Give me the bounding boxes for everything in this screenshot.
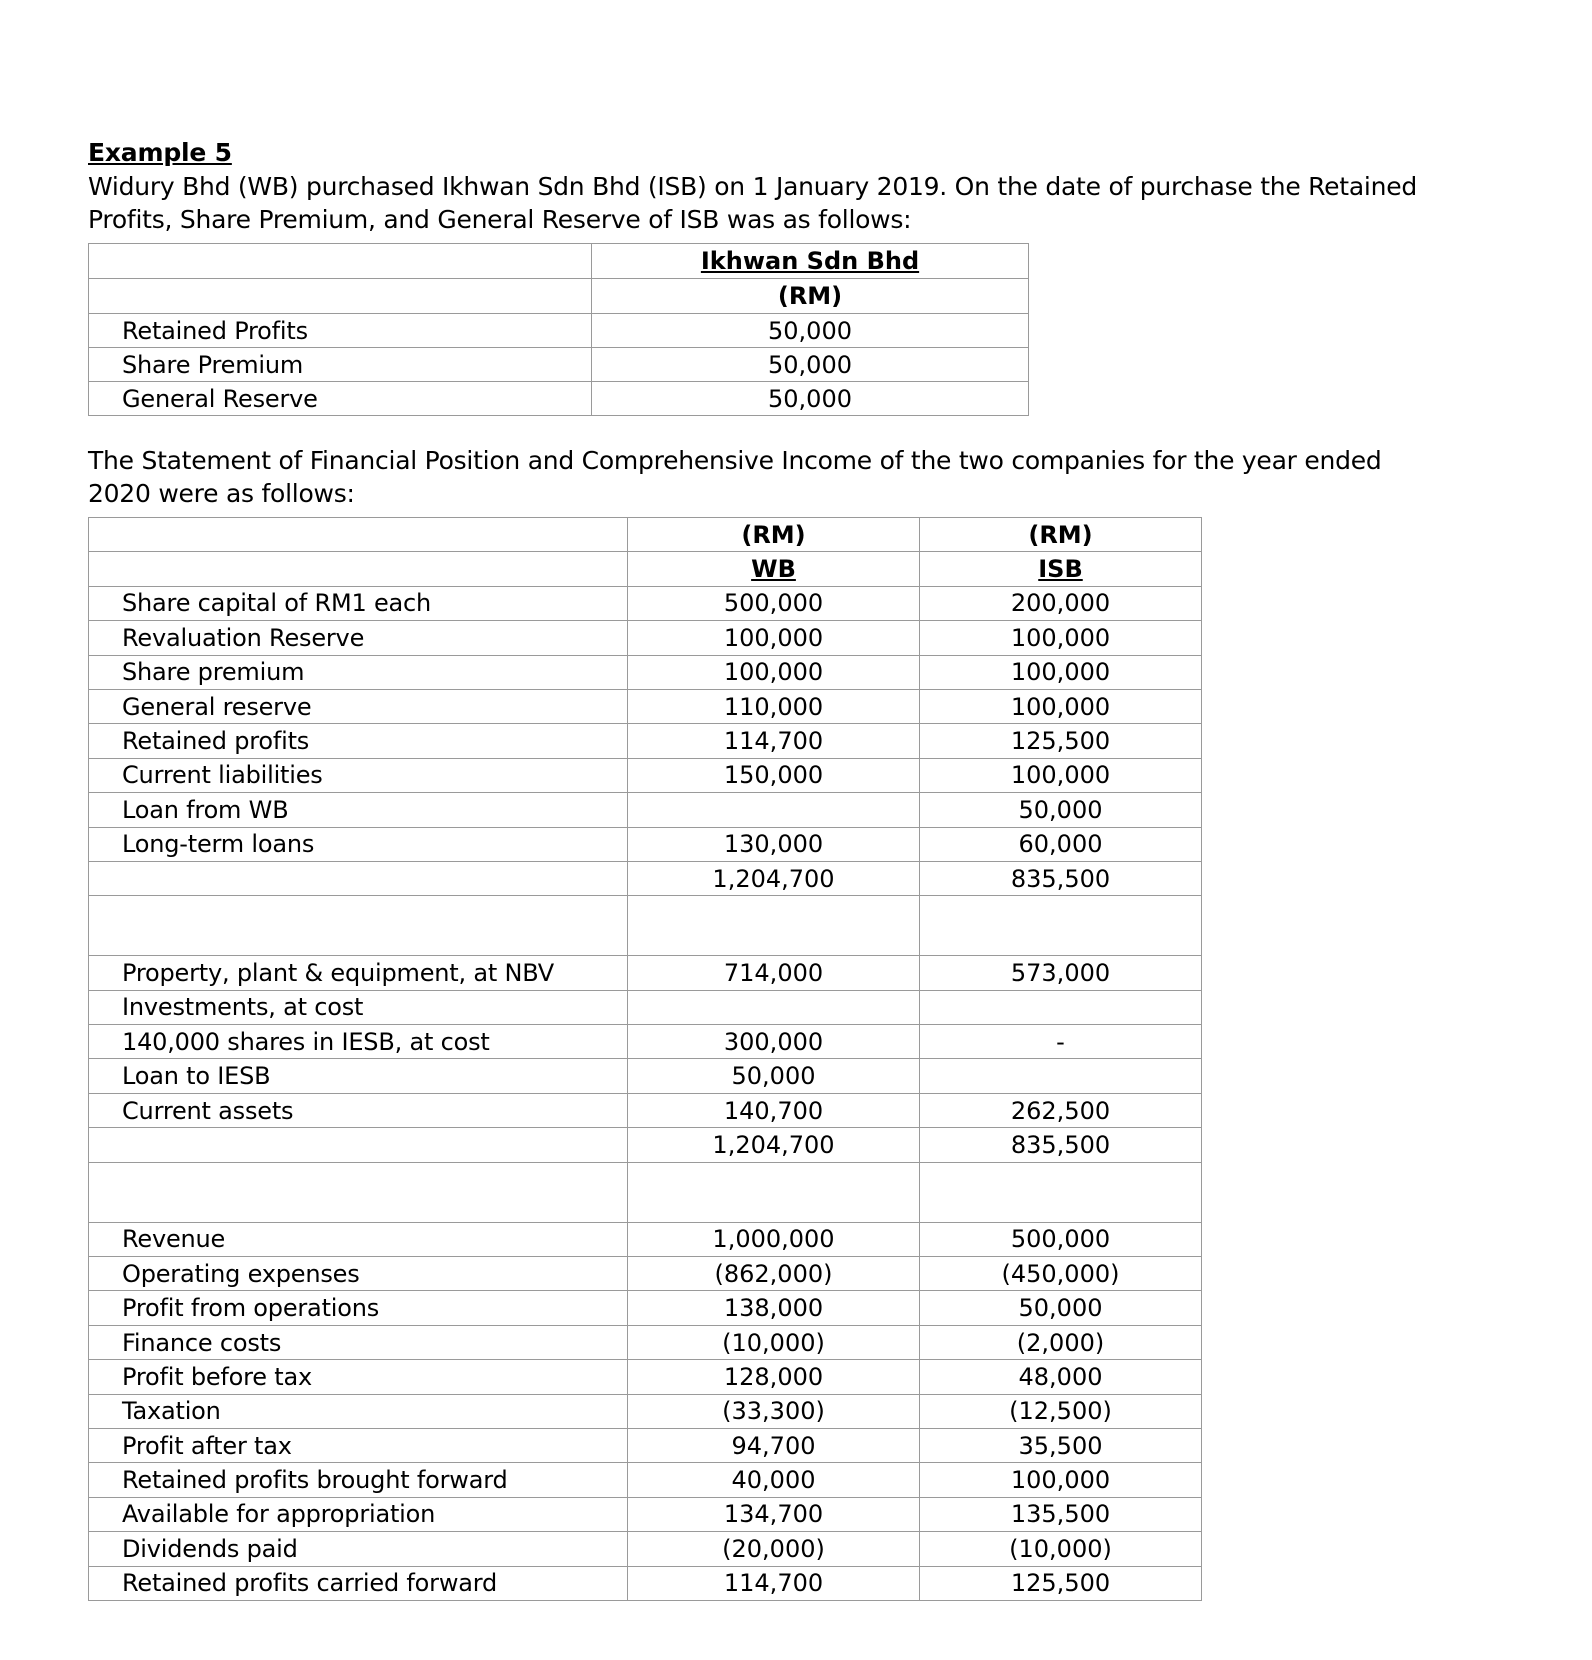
cell-label: Revenue (89, 1222, 628, 1256)
cell-value: 50,000 (592, 348, 1029, 382)
table-row-header-currency (89, 518, 1202, 552)
cell-value-isb: 60,000 (920, 827, 1202, 861)
cell-value: 50,000 (592, 314, 1029, 348)
table-row (89, 1257, 1202, 1291)
table-row-header-company (89, 244, 1029, 279)
cell-value-wb: (862,000) (628, 1257, 920, 1291)
table-financials (88, 517, 1202, 1601)
cell-label: Retained profits carried forward (89, 1566, 628, 1600)
cell-label: Available for appropriation (89, 1497, 628, 1531)
table-row (89, 1497, 1202, 1531)
cell-value-wb: 110,000 (628, 689, 920, 723)
cell-value-wb: 130,000 (628, 827, 920, 861)
table-row (89, 1025, 1202, 1059)
cell-value-wb: (33,300) (628, 1394, 920, 1428)
table-row (89, 314, 1029, 348)
cell-value-isb: 835,500 (920, 861, 1202, 895)
cell-value-wb: 1,000,000 (628, 1222, 920, 1256)
table-row (89, 1059, 1202, 1093)
cell-value-isb: 125,500 (920, 724, 1202, 758)
cell-header-company: Ikhwan Sdn Bhd (592, 244, 1029, 279)
cell-label: Profit before tax (89, 1360, 628, 1394)
cell-label: Investments, at cost (89, 990, 628, 1024)
cell-label: Current liabilities (89, 758, 628, 792)
cell-label: Share Premium (89, 348, 592, 382)
cell-value: 50,000 (592, 382, 1029, 416)
cell-value-wb: 128,000 (628, 1360, 920, 1394)
cell-header-company-wb: WB (628, 552, 920, 586)
cell-label: Dividends paid (89, 1532, 628, 1566)
cell-header-currency-wb: (RM) (628, 518, 920, 552)
table-row (89, 956, 1202, 990)
cell-value-wb (628, 793, 920, 827)
table-row (89, 1428, 1202, 1462)
cell-value-isb: 835,500 (920, 1128, 1202, 1162)
cell-value-isb: 35,500 (920, 1428, 1202, 1462)
cell-label: Retained profits (89, 724, 628, 758)
cell-label: Current assets (89, 1093, 628, 1127)
table-row (89, 655, 1202, 689)
table-row (89, 689, 1202, 723)
table-row (89, 724, 1202, 758)
table-initial-reserves (88, 243, 1029, 416)
cell-label: Share capital of RM1 each (89, 586, 628, 620)
cell-value-isb: 125,500 (920, 1566, 1202, 1600)
cell-value-isb (920, 1059, 1202, 1093)
table-row (89, 1566, 1202, 1600)
cell-value-wb: (20,000) (628, 1532, 920, 1566)
table-row (89, 1093, 1202, 1127)
cell-value-isb: - (920, 1025, 1202, 1059)
cell-value-isb: 100,000 (920, 655, 1202, 689)
table-row (89, 348, 1029, 382)
cell-value-wb: 94,700 (628, 1428, 920, 1462)
cell-value-wb: 150,000 (628, 758, 920, 792)
cell-value-isb: 200,000 (920, 586, 1202, 620)
cell-empty (89, 1162, 628, 1222)
table-row (89, 1463, 1202, 1497)
cell-value-isb: (2,000) (920, 1325, 1202, 1359)
cell-value-wb: 714,000 (628, 956, 920, 990)
table-row (89, 827, 1202, 861)
table-row (89, 758, 1202, 792)
cell-value-isb: 50,000 (920, 793, 1202, 827)
cell-value-isb: 100,000 (920, 621, 1202, 655)
cell-value-wb: 1,204,700 (628, 1128, 920, 1162)
cell-value-wb: (10,000) (628, 1325, 920, 1359)
cell-value-wb: 100,000 (628, 621, 920, 655)
cell-empty (89, 896, 628, 956)
table-row-header-currency (89, 279, 1029, 314)
cell-header-currency-isb: (RM) (920, 518, 1202, 552)
cell-value-isb: 100,000 (920, 689, 1202, 723)
table-row-spacer (89, 1162, 1202, 1222)
cell-label (89, 861, 628, 895)
cell-value-wb: 114,700 (628, 1566, 920, 1600)
cell-label: Finance costs (89, 1325, 628, 1359)
cell-label: Property, plant & equipment, at NBV (89, 956, 628, 990)
cell-label: Loan from WB (89, 793, 628, 827)
cell-empty (89, 244, 592, 279)
cell-value-isb: 500,000 (920, 1222, 1202, 1256)
cell-empty (628, 1162, 920, 1222)
cell-empty (628, 896, 920, 956)
cell-label (89, 1128, 628, 1162)
cell-value-isb: 135,500 (920, 1497, 1202, 1531)
cell-label: Taxation (89, 1394, 628, 1428)
cell-value-wb: 50,000 (628, 1059, 920, 1093)
cell-value-isb: (450,000) (920, 1257, 1202, 1291)
table-row (89, 1291, 1202, 1325)
table-row (89, 1222, 1202, 1256)
cell-value-wb: 100,000 (628, 655, 920, 689)
cell-label: Retained profits brought forward (89, 1463, 628, 1497)
cell-empty (89, 279, 592, 314)
table-row (89, 586, 1202, 620)
cell-value-wb: 300,000 (628, 1025, 920, 1059)
table-row (89, 1394, 1202, 1428)
cell-value-isb: (10,000) (920, 1532, 1202, 1566)
table-row-subtotal (89, 1128, 1202, 1162)
cell-value-wb: 134,700 (628, 1497, 920, 1531)
table-row-subtotal (89, 861, 1202, 895)
cell-header-currency: (RM) (592, 279, 1029, 314)
cell-label: Long-term loans (89, 827, 628, 861)
cell-empty (89, 518, 628, 552)
cell-value-wb (628, 990, 920, 1024)
cell-value-isb: 262,500 (920, 1093, 1202, 1127)
cell-empty (920, 896, 1202, 956)
cell-value-wb: 1,204,700 (628, 861, 920, 895)
intro-paragraph: Widury Bhd (WB) purchased Ikhwan Sdn Bhd (ISB) on 1 January 2019. On the date of purchase the Retained Profits, Share Premium, and General Reserve of ISB was as follows: (88, 172, 1417, 234)
cell-empty (89, 552, 628, 586)
table-row (89, 382, 1029, 416)
cell-label: Revaluation Reserve (89, 621, 628, 655)
cell-value-wb: 114,700 (628, 724, 920, 758)
table-row (89, 621, 1202, 655)
table-row-header-company (89, 552, 1202, 586)
cell-value-wb: 138,000 (628, 1291, 920, 1325)
table-row (89, 793, 1202, 827)
cell-value-isb: 100,000 (920, 1463, 1202, 1497)
table-row-spacer (89, 896, 1202, 956)
cell-value-isb: 50,000 (920, 1291, 1202, 1325)
table-row (89, 1360, 1202, 1394)
page-title: Example 5 (88, 138, 232, 167)
second-paragraph: The Statement of Financial Position and Comprehensive Income of the two companies for the year ended 2020 were as follows: (88, 446, 1382, 508)
cell-label: Profit after tax (89, 1428, 628, 1462)
table-row (89, 990, 1202, 1024)
cell-value-wb: 40,000 (628, 1463, 920, 1497)
table-row (89, 1532, 1202, 1566)
cell-label: Loan to IESB (89, 1059, 628, 1093)
cell-label: 140,000 shares in IESB, at cost (89, 1025, 628, 1059)
cell-label: Share premium (89, 655, 628, 689)
cell-label: Operating expenses (89, 1257, 628, 1291)
cell-value-isb (920, 990, 1202, 1024)
cell-value-isb: (12,500) (920, 1394, 1202, 1428)
cell-value-isb: 100,000 (920, 758, 1202, 792)
cell-label: General reserve (89, 689, 628, 723)
cell-label: Retained Profits (89, 314, 592, 348)
cell-label: Profit from operations (89, 1291, 628, 1325)
cell-label: General Reserve (89, 382, 592, 416)
cell-value-wb: 500,000 (628, 586, 920, 620)
table-row (89, 1325, 1202, 1359)
cell-empty (920, 1162, 1202, 1222)
cell-value-wb: 140,700 (628, 1093, 920, 1127)
cell-value-isb: 48,000 (920, 1360, 1202, 1394)
cell-value-isb: 573,000 (920, 956, 1202, 990)
cell-header-company-isb: ISB (920, 552, 1202, 586)
